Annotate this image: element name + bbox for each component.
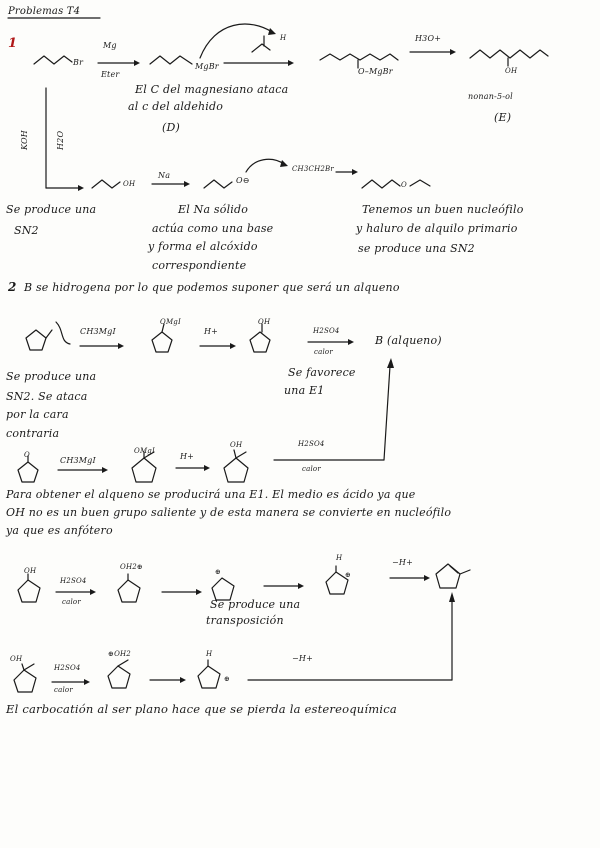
mech1-h: H bbox=[336, 554, 343, 562]
methylcyclopentene-ring bbox=[436, 564, 460, 588]
ether-right-chain bbox=[410, 180, 430, 186]
na-note-1: El Na sólido bbox=[178, 203, 249, 216]
conclusion: El carbocatión al ser plano hace que se pierda la estereoquímica bbox=[6, 702, 397, 716]
mech1-h2so4: H2SO4 bbox=[60, 577, 87, 585]
mech2-h: H bbox=[206, 650, 213, 658]
mech2-alcohol-ring bbox=[14, 670, 36, 692]
alkoxide-ring-2 bbox=[132, 458, 156, 482]
alkoxide-label: O⊖ bbox=[236, 176, 250, 185]
mech1-carbocation-ring bbox=[212, 578, 234, 600]
mech1-heat: calor bbox=[62, 598, 81, 606]
reagent-ch3mgi-1: CH3MgI bbox=[80, 327, 116, 336]
mech1-shifted-ring bbox=[326, 572, 348, 594]
tag-E: (E) bbox=[494, 111, 512, 124]
grignard-zigzag bbox=[150, 56, 192, 64]
mech2-h2so4: H2SO4 bbox=[54, 664, 81, 672]
h2so4-2: H2SO4 bbox=[298, 440, 325, 448]
tag-D: (D) bbox=[162, 121, 181, 134]
ether-left-chain bbox=[362, 180, 400, 188]
alkoxide-ring-1 bbox=[152, 332, 172, 352]
note-attack-1: El C del magnesiano ataca bbox=[135, 83, 289, 96]
mech1-oh2: OH2⊕ bbox=[120, 563, 143, 571]
reagent-mg: Mg bbox=[103, 41, 117, 50]
ether-o-label: O bbox=[401, 181, 407, 189]
na-note-4: correspondiente bbox=[152, 259, 247, 272]
attack-curve-arrow bbox=[200, 24, 272, 58]
bromopropane-zigzag bbox=[34, 56, 72, 64]
oh-label-2: OH bbox=[230, 441, 243, 449]
mech1-oxonium-ring bbox=[118, 580, 140, 602]
mech2-cation: ⊕ bbox=[224, 675, 231, 683]
attack-note-1: Se produce una bbox=[6, 370, 97, 383]
cyclopentanone-2 bbox=[18, 462, 38, 482]
reagent-koh: KOH bbox=[20, 130, 29, 150]
mech2-oxonium-ring bbox=[108, 666, 130, 688]
explain-3: ya que es anfótero bbox=[6, 524, 113, 537]
problem-2-number: 2 bbox=[8, 280, 17, 294]
reagent-na: Na bbox=[158, 171, 171, 180]
heat-1: calor bbox=[314, 348, 333, 356]
na-note-3: y forma el alcóxido bbox=[148, 240, 258, 253]
mech2-minus-h: −H+ bbox=[292, 654, 313, 663]
mech2-heat: calor bbox=[54, 686, 73, 694]
mech2-oh: OH bbox=[10, 655, 23, 663]
bromide-label: Br bbox=[73, 58, 84, 67]
hplus-1: H+ bbox=[204, 327, 219, 336]
omgi-label-2: OMgI bbox=[134, 447, 155, 455]
grignard-attack-arrow bbox=[56, 322, 70, 344]
alcohol-ring-1 bbox=[250, 332, 270, 352]
attack-note-4: contraria bbox=[6, 427, 60, 440]
cyclopentanone-1 bbox=[26, 330, 46, 350]
mech2-carbocation-ring bbox=[198, 666, 220, 688]
reagent-ch3mgi-2: CH3MgI bbox=[60, 456, 96, 465]
omgi-label-1: OMgI bbox=[160, 318, 181, 326]
alkoxide-mgbr-label: O–MgBr bbox=[358, 67, 393, 76]
reagent-h3o: H3O+ bbox=[415, 34, 442, 43]
ethyl-bromide-label: CH3CH2Br bbox=[292, 165, 334, 173]
e1-note-2: una E1 bbox=[284, 384, 325, 397]
product-name: nonan-5-ol bbox=[468, 92, 513, 101]
hplus-2: H+ bbox=[180, 452, 195, 461]
alkoxide-zigzag bbox=[204, 180, 232, 188]
intermediate-chain bbox=[320, 54, 398, 60]
sn2-note-1: Se produce una bbox=[6, 203, 97, 216]
propanol-zigzag bbox=[92, 180, 120, 188]
b-alkene-label: B (alqueno) bbox=[375, 334, 442, 347]
mech1-oh: OH bbox=[24, 567, 37, 575]
attack-note-3: por la cara bbox=[6, 408, 69, 421]
aldehyde-h-label: H bbox=[280, 34, 287, 42]
e1-note-1: Se favorece bbox=[288, 366, 356, 379]
mech1-alcohol-ring bbox=[18, 580, 40, 602]
explain-2: OH no es un buen grupo saliente y de esta manera se convierte en nucleófilo bbox=[6, 506, 452, 519]
nonanol-chain bbox=[470, 50, 548, 58]
alcohol-ring-2 bbox=[224, 458, 248, 482]
grignard-label: MgBr bbox=[195, 62, 219, 71]
page-title: Problemas T4 bbox=[8, 6, 81, 17]
arrow-to-b bbox=[384, 366, 390, 460]
problem-2-statement: B se hidrogena por lo que podemos suponer que será un alqueno bbox=[23, 281, 400, 294]
nu-note-1: Tenemos un buen nucleófilo bbox=[362, 203, 524, 216]
nu-note-3: se produce una SN2 bbox=[358, 242, 475, 255]
mech1-cation-1: ⊕ bbox=[215, 568, 222, 576]
reagent-h2o: H2O bbox=[56, 130, 65, 150]
ketone-o-label: O bbox=[24, 451, 30, 459]
mech1-cation-2: ⊕ bbox=[345, 571, 352, 579]
aldehyde-zigzag bbox=[252, 44, 270, 52]
h2so4-1: H2SO4 bbox=[313, 327, 340, 335]
problem-1-number: 1 bbox=[8, 36, 18, 51]
alcohol-oh-label: OH bbox=[123, 180, 136, 188]
attack-note-2: SN2. Se ataca bbox=[6, 390, 88, 403]
transposition-1: Se produce una bbox=[210, 598, 301, 611]
nu-note-2: y haluro de alquilo primario bbox=[356, 222, 518, 235]
mech1-minus-h: −H+ bbox=[392, 558, 413, 567]
mech2-oh2: ⊕OH2 bbox=[108, 650, 131, 658]
explain-1: Para obtener el alqueno se producirá una E1. El medio es ácido ya que bbox=[6, 488, 416, 501]
transposition-2: transposición bbox=[206, 614, 284, 627]
product-oh-label: OH bbox=[505, 67, 518, 75]
reagent-eter: Eter bbox=[101, 70, 120, 79]
note-attack-2: al c del aldehido bbox=[128, 100, 224, 113]
na-note-2: actúa como una base bbox=[152, 222, 274, 235]
oh-label-1: OH bbox=[258, 318, 271, 326]
sn2-note-2: SN2 bbox=[14, 224, 39, 237]
sn2-curve-arrow bbox=[246, 159, 284, 172]
heat-2: calor bbox=[302, 465, 321, 473]
